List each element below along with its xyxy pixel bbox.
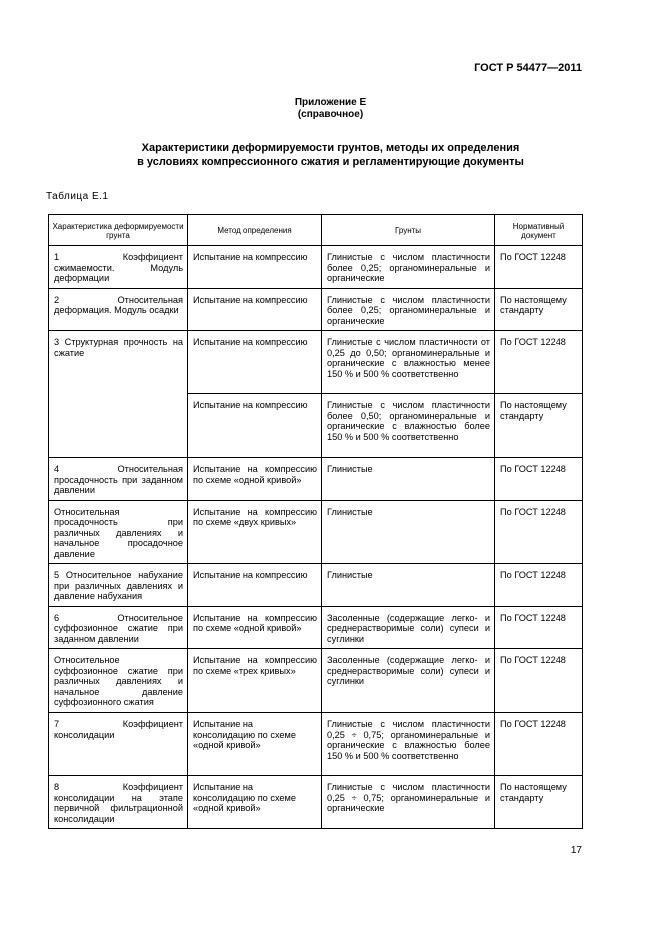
appendix-label: Приложение Е xyxy=(294,97,367,108)
table-row xyxy=(49,246,583,289)
page-title xyxy=(0,141,661,169)
table-row xyxy=(49,500,583,564)
cell-soils: Глинистые xyxy=(322,458,495,501)
header-document: Нормативный документ xyxy=(495,215,583,246)
cell-document: По ГОСТ 12248 xyxy=(495,246,583,289)
cell-soils: Глинистые с числом пластичности более 0,50; органоминеральные и органические с влажностью более 150 % и 500 % соответственно xyxy=(322,394,495,458)
cell-document: По настоящему стандарту xyxy=(495,776,583,829)
cell-method: Испытание на компрессию xyxy=(188,331,322,394)
cell-document: По ГОСТ 12248 xyxy=(495,458,583,501)
header-characteristic: Характеристика деформируемости грунта xyxy=(49,215,188,246)
cell-document: По настоящему стандарту xyxy=(495,394,583,458)
cell-method: Испытание на компрессию по схеме «одной кривой» xyxy=(188,458,322,501)
cell-document: По ГОСТ 12248 xyxy=(495,331,583,394)
cell-method: Испытание на компрессию по схеме «трех кривых» xyxy=(188,649,322,713)
cell-characteristic: 7 Коэффициент консолидации xyxy=(49,713,188,776)
cell-characteristic: 4 Относительная просадочность при заданном давлении xyxy=(49,458,188,501)
table-row xyxy=(49,776,583,829)
cell-method: Испытание на компрессию xyxy=(188,288,322,331)
cell-characteristic: Относительное суффозионное сжатие при различных давлениях и начальное давление суффозионного сжатия xyxy=(49,649,188,713)
cell-document: По настоящему стандарту xyxy=(495,288,583,331)
title-line-2: в условиях компрессионного сжатия и регламентирующие документы xyxy=(137,156,524,168)
cell-method: Испытание на компрессию xyxy=(188,564,322,607)
cell-soils: Засоленные (содержащие легко- и среднерастворимые соли) супеси и суглинки xyxy=(322,606,495,649)
cell-soils: Засоленные (содержащие легко- и среднерастворимые соли) супеси и суглинки xyxy=(322,649,495,713)
appendix-title xyxy=(0,97,661,121)
cell-characteristic: 2 Относительная деформация. Модуль осадки xyxy=(49,288,188,331)
cell-document: По ГОСТ 12248 xyxy=(495,564,583,607)
header-soils: Грунты xyxy=(322,215,495,246)
table-row xyxy=(49,564,583,607)
table-header-row xyxy=(49,215,583,246)
cell-characteristic: Относительная просадочность при различных давлениях и начальное просадочное давление xyxy=(49,500,188,564)
cell-document: По ГОСТ 12248 xyxy=(495,500,583,564)
cell-characteristic: 8 Коэффициент консолидации на этапе первичной фильтрационной консолидации xyxy=(49,776,188,829)
title-line-1: Характеристики деформируемости грунтов, методы их определения xyxy=(141,142,520,154)
page-number: 17 xyxy=(570,845,582,856)
cell-method: Испытание на консолидацию по схеме «одной кривой» xyxy=(188,713,322,776)
cell-characteristic: 3 Структурная прочность на сжатие xyxy=(49,331,188,458)
cell-soils: Глинистые с числом пластичности более 0,25; органоминеральные и органические xyxy=(322,246,495,289)
table-row xyxy=(49,288,583,331)
header-method: Метод определения xyxy=(188,215,322,246)
cell-soils: Глинистые xyxy=(322,564,495,607)
cell-method: Испытание на компрессию по схеме «одной кривой» xyxy=(188,606,322,649)
cell-characteristic: 1 Коэффициент сжимаемости. Модуль деформации xyxy=(49,246,188,289)
cell-characteristic: 5 Относительное набухание при различных давлениях и давление набухания xyxy=(49,564,188,607)
characteristics-table xyxy=(48,214,583,829)
table-row xyxy=(49,713,583,776)
table-row xyxy=(49,649,583,713)
cell-method: Испытание на компрессию xyxy=(188,246,322,289)
table-row xyxy=(49,458,583,501)
cell-document: По ГОСТ 12248 xyxy=(495,713,583,776)
cell-soils: Глинистые с числом пластичности более 0,25; органоминеральные и органические xyxy=(322,288,495,331)
cell-soils: Глинистые с числом пластичности 0,25 ÷ 0,75; органоминеральные и органические с влажностью более 150 % и 500 % соответственно xyxy=(322,713,495,776)
cell-soils: Глинистые с числом пластичности от 0,25 до 0,50; органоминеральные и органические с влажностью менее 150 % и 500 % соответственно xyxy=(322,331,495,394)
appendix-type: (справочное) xyxy=(297,109,364,120)
cell-document: По ГОСТ 12248 xyxy=(495,606,583,649)
table-row xyxy=(49,606,583,649)
cell-method: Испытание на компрессию xyxy=(188,394,322,458)
table-caption: Таблица Е.1 xyxy=(46,191,109,202)
document-code: ГОСТ Р 54477—2011 xyxy=(474,62,582,74)
table-row xyxy=(49,331,583,394)
cell-soils: Глинистые с числом пластичности 0,25 ÷ 0,75; органоминеральные и органические xyxy=(322,776,495,829)
cell-document: По ГОСТ 12248 xyxy=(495,649,583,713)
cell-characteristic: 6 Относительное суффозионное сжатие при заданном давлении xyxy=(49,606,188,649)
cell-method: Испытание на компрессию по схеме «двух кривых» xyxy=(188,500,322,564)
cell-method: Испытание на консолидацию по схеме «одной кривой» xyxy=(188,776,322,829)
cell-soils: Глинистые xyxy=(322,500,495,564)
